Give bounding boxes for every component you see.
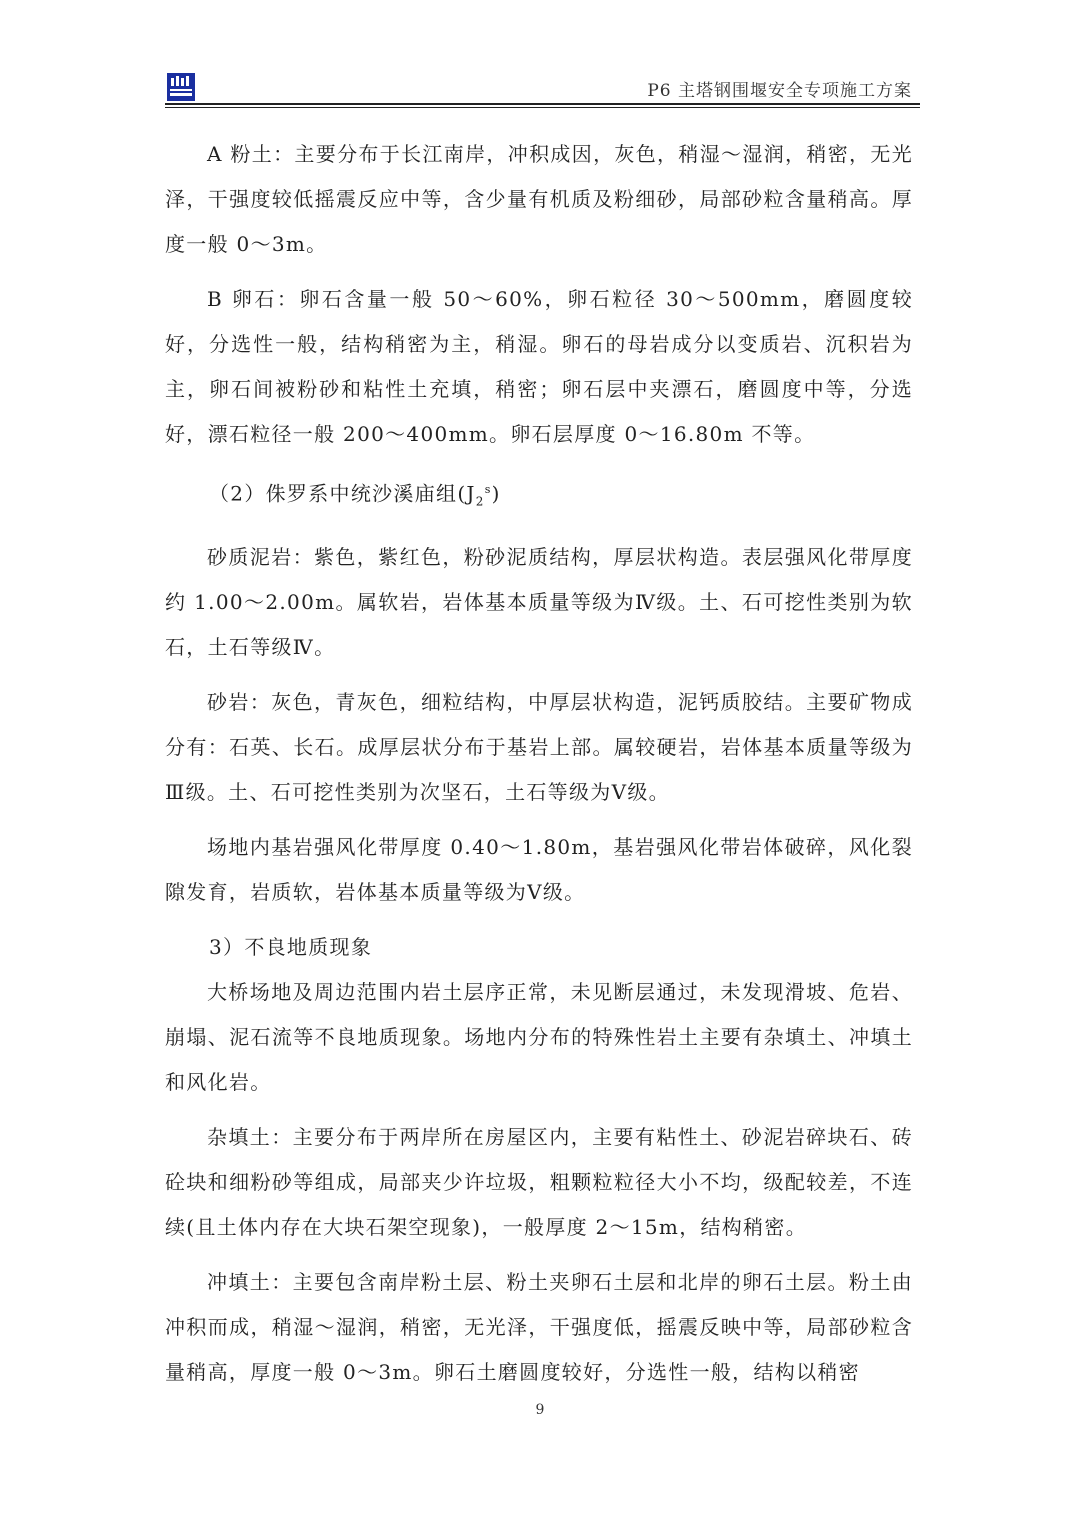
paragraph-weathering: 场地内基岩强风化带厚度 0.40～1.80m，基岩强风化带岩体破碎，风化裂隙发育，岩质软，岩体基本质量等级为Ⅴ级。 [165,834,913,904]
paragraph-sandy-mudstone: 砂质泥岩：紫色，紫红色，粉砂泥质结构，厚层状构造。表层强风化带厚度约 1.00～2.00m。属软岩，岩体基本质量等级为Ⅳ级。土、石可挖性类别为软石，土石等级Ⅳ。 [165,544,913,659]
heading-text: （2）侏罗系中统沙溪庙组(J [209,481,476,506]
document-title: P6 主塔钢围堰安全专项施工方案 [647,81,912,101]
paragraph-sandstone: 砂岩：灰色，青灰色，细粒结构，中厚层状构造，泥钙质胶结。主要矿物成分有：石英、长石。成厚层状分布于基岩上部。属较硬岩，岩体基本质量等级为Ⅲ级。土、石可挖性类别为次坚石，土石等级为Ⅴ级。 [165,689,913,804]
header-rule-thick [165,103,920,105]
section-heading-jurassic [165,467,913,525]
heading-close: ) [491,481,501,506]
paragraph-pebble: B 卵石：卵石含量一般 50～60%，卵石粒径 30～500mm，磨圆度较好，分选性一般，结构稍密为主，稍湿。卵石的母岩成分以变质岩、沉积岩为主，卵石间被粉砂和粘性土充填，稍密；卵石层中夹漂石，磨圆度中等，分选好，漂石粒径一般 200～400mm。卵石层厚度 0～16.80m 不等。 [165,287,913,446]
heading-superscript: s [484,483,492,496]
paragraph-hydraulic-fill: 冲填土：主要包含南岸粉土层、粉土夹卵石土层和北岸的卵石土层。粉土由冲积而成，稍湿～湿润，稍密，无光泽，干强度低，摇震反映中等，局部砂粒含量稍高，厚度一般 0～3m。卵石土磨圆度较好，分选性一般，结构以稍密 [165,1269,913,1384]
paragraph-miscellaneous-fill: 杂填土：主要分布于两岸所在房屋区内，主要有粘性土、砂泥岩碎块石、砖砼块和细粉砂等组成，局部夹少许垃圾，粗颗粒粒径大小不均，级配较差，不连续(且土体内存在大块石架空现象)，一般厚度 2～15m，结构稍密。 [165,1124,913,1239]
header-rule-thin [165,107,920,108]
heading-subscript: 2 [475,494,485,509]
company-logo-icon [167,73,195,101]
page-number: 9 [535,1402,545,1418]
section-heading-adverse-geology: 3）不良地质现象 [209,934,373,959]
page-body [165,132,913,1395]
paragraph-site-overview: 大桥场地及周边范围内岩土层序正常，未见断层通过，未发现滑坡、危岩、崩塌、泥石流等不良地质现象。场地内分布的特殊性岩土主要有杂填土、冲填土和风化岩。 [165,979,913,1094]
page-header [165,70,920,106]
paragraph-silt: A 粉土：主要分布于长江南岸，冲积成因，灰色，稍湿～湿润，稍密，无光泽，干强度较低摇震反应中等，含少量有机质及粉细砂，局部砂粒含量稍高。厚度一般 0～3m。 [165,142,913,256]
